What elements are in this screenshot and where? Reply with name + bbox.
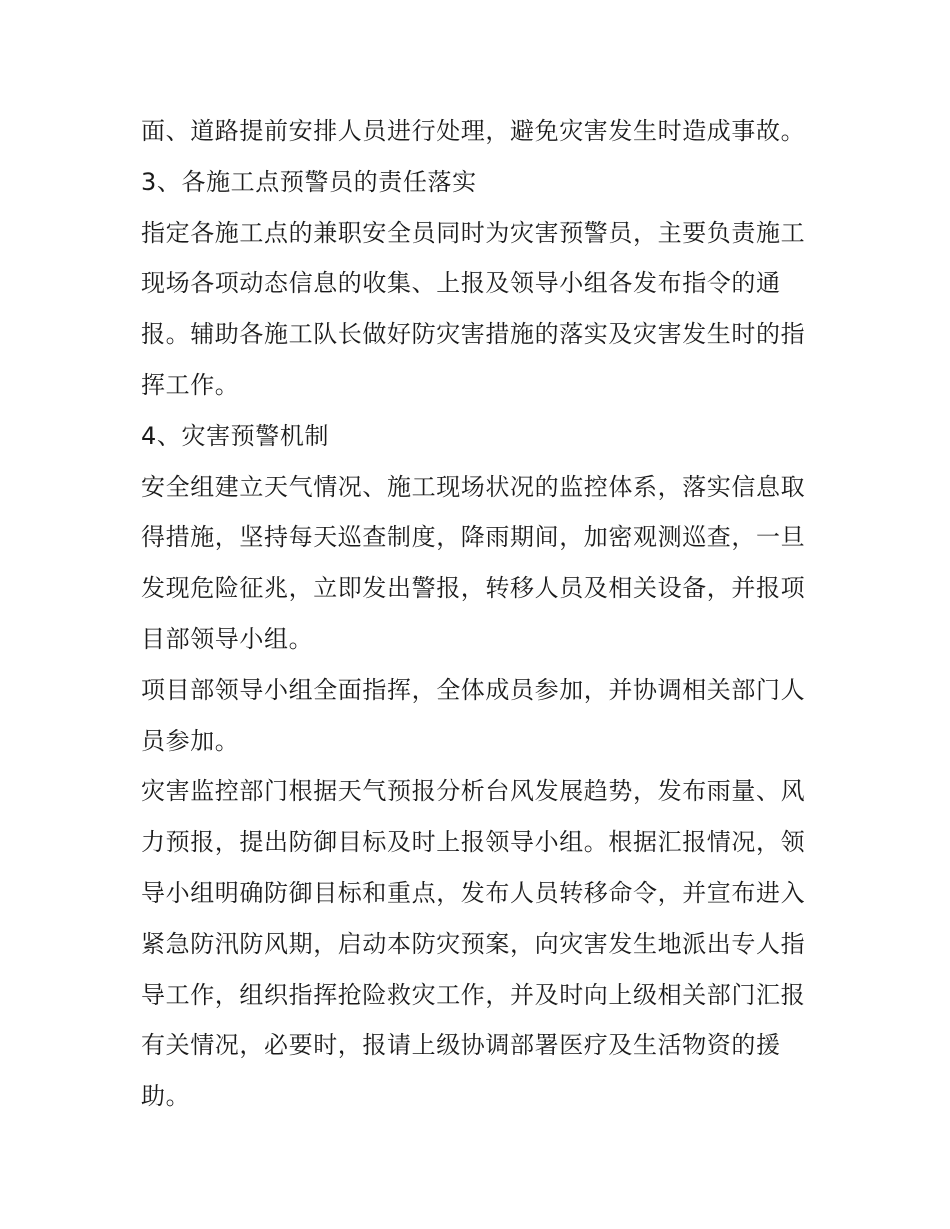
paragraph-line: 指定各施工点的兼职安全员同时为灾害预警员，主要负责施工 (141, 218, 806, 247)
paragraph-line: 有关情况，必要时，报请上级协调部署医疗及生活物资的援 (141, 1031, 781, 1060)
paragraph-line: 得措施，坚持每天巡查制度，降雨期间，加密观测巡查，一旦 (141, 523, 806, 552)
paragraph-line: 员参加。 (141, 726, 240, 755)
document-body (141, 106, 817, 1122)
paragraph-continuation-line: 面、道路提前安排人员进行处理，避免灾害发生时造成事故。 (141, 117, 806, 145)
paragraph-line: 挥工作。 (141, 370, 240, 399)
paragraph-line: 现场各项动态信息的收集、上报及领导小组各发布指令的通 (141, 269, 781, 298)
paragraph-line: 力预报，提出防御目标及时上报领导小组。根据汇报情况，领 (141, 828, 806, 857)
section-heading-4: 4、灾害预警机制 (141, 421, 330, 450)
paragraph-line: 导小组明确防御目标和重点，发布人员转移命令，并宣布进入 (141, 878, 806, 907)
paragraph-line: 紧急防汛防风期，启动本防灾预案，向灾害发生地派出专人指 (141, 929, 806, 958)
paragraph-line: 目部领导小组。 (141, 624, 314, 653)
paragraph-line: 安全组建立天气情况、施工现场状况的监控体系，落实信息取 (141, 472, 806, 501)
paragraph-line: 导工作，组织指挥抢险救灾工作，并及时向上级相关部门汇报 (141, 980, 806, 1009)
paragraph-line: 灾害监控部门根据天气预报分析台风发展趋势，发布雨量、风 (141, 777, 806, 806)
paragraph-line: 助。 (141, 1082, 191, 1111)
paragraph-line: 报。辅助各施工队长做好防灾害措施的落实及灾害发生时的指 (141, 320, 806, 349)
section-heading-3: 3、各施工点预警员的责任落实 (141, 167, 477, 196)
paragraph-line: 项目部领导小组全面指挥，全体成员参加，并协调相关部门人 (141, 675, 806, 704)
paragraph-line: 发现危险征兆，立即发出警报，转移人员及相关设备，并报项 (141, 574, 806, 603)
